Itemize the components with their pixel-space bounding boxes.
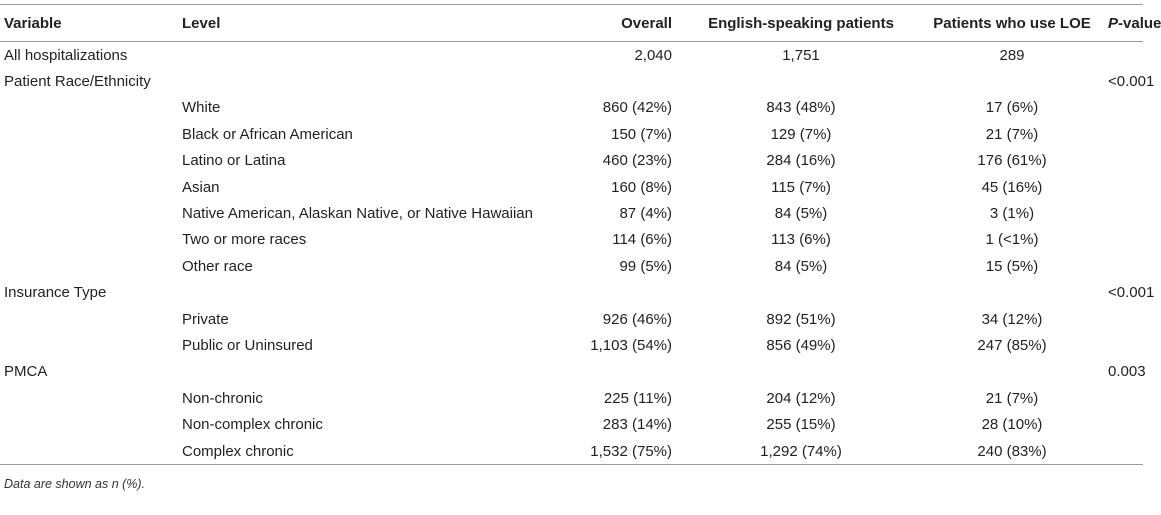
cell-loe: 247 (85%) [977, 336, 1047, 354]
cell-loe: 15 (5%) [985, 257, 1039, 275]
table-row [0, 95, 1143, 121]
table-row [0, 253, 1143, 279]
cell-english-speaking: 84 (5%) [774, 205, 828, 223]
cell-p-value [1104, 227, 1143, 253]
cell-p-value [1104, 332, 1143, 358]
cell-english-speaking: 1,751 [782, 46, 820, 64]
cell-overall: 1,103 (54%) [590, 336, 672, 354]
cell-variable [0, 385, 178, 411]
cell-english-speaking: 113 (6%) [771, 231, 831, 249]
cell-english-speaking: 129 (7%) [770, 125, 832, 143]
cell-english-speaking [682, 68, 920, 94]
cell-level: Native American, Alaskan Native, or Native Hawaiian [182, 205, 533, 223]
cell-english-speaking: 204 (12%) [766, 389, 836, 407]
cell-p-value [1104, 385, 1143, 411]
cell-variable [0, 174, 178, 200]
cell-level: Public or Uninsured [182, 336, 313, 354]
header-p-suffix: -value [1118, 14, 1161, 32]
cell-variable [0, 253, 178, 279]
cell-english-speaking [682, 359, 920, 385]
cell-p-value [1104, 411, 1143, 437]
cell-variable [0, 95, 178, 121]
cell-variable: PMCA [4, 363, 48, 381]
cell-variable [0, 438, 178, 465]
table-row [0, 280, 1143, 306]
cell-overall: 99 (5%) [619, 257, 672, 275]
table-row [0, 332, 1143, 358]
cell-overall [556, 280, 682, 306]
cell-variable [0, 411, 178, 437]
cell-level: Latino or Latina [182, 152, 286, 170]
table-row [0, 306, 1143, 332]
cell-variable [0, 227, 178, 253]
table-row [0, 200, 1143, 226]
table-row [0, 68, 1143, 94]
cell-overall: 926 (46%) [602, 310, 672, 328]
table-row [0, 227, 1143, 253]
demographics-table [0, 4, 1161, 465]
cell-level: Non-chronic [182, 389, 263, 407]
cell-level [178, 42, 556, 69]
table-row [0, 438, 1143, 465]
cell-overall: 460 (23%) [602, 152, 672, 170]
cell-p-value: 0.003 [1108, 363, 1146, 381]
cell-overall: 283 (14%) [602, 416, 672, 434]
cell-level: Two or more races [182, 231, 307, 249]
cell-loe: 17 (6%) [985, 99, 1039, 117]
header-overall: Overall [556, 5, 682, 42]
cell-overall: 1,532 (75%) [556, 438, 682, 465]
cell-p-value [1104, 306, 1143, 332]
header-p-value [1104, 5, 1161, 42]
cell-overall: 150 (7%) [611, 125, 672, 143]
cell-loe: 21 (7%) [985, 389, 1039, 407]
cell-level: Asian [182, 178, 220, 196]
cell-level: Black or African American [182, 125, 353, 143]
cell-p-value: <0.001 [1108, 73, 1155, 91]
cell-variable: All hospitalizations [4, 46, 128, 64]
cell-p-value [1104, 253, 1143, 279]
cell-p-value [1104, 148, 1143, 174]
cell-level [178, 68, 556, 94]
cell-loe: 3 (1%) [989, 205, 1035, 223]
cell-overall: 2,040 [634, 46, 672, 64]
table-row [0, 385, 1143, 411]
header-level: Level [178, 5, 556, 42]
cell-loe [920, 280, 1104, 306]
cell-overall: 160 (8%) [611, 178, 672, 196]
cell-p-value [1104, 42, 1143, 69]
cell-overall: 225 (11%) [603, 389, 672, 407]
cell-level: Other race [182, 257, 253, 275]
cell-level [178, 359, 556, 385]
cell-loe: 176 (61%) [977, 152, 1047, 170]
cell-loe: 45 (16%) [981, 178, 1043, 196]
cell-english-speaking: 84 (5%) [774, 257, 828, 275]
cell-overall [556, 68, 682, 94]
table-row [0, 174, 1143, 200]
cell-english-speaking [682, 280, 920, 306]
cell-loe [920, 359, 1104, 385]
cell-english-speaking: 255 (15%) [766, 416, 836, 434]
table-row [0, 359, 1143, 385]
cell-english-speaking: 115 (7%) [771, 178, 831, 196]
header-p-italic: P [1108, 14, 1119, 32]
cell-english-speaking: 892 (51%) [766, 310, 836, 328]
cell-p-value [1104, 121, 1143, 147]
table-row [0, 42, 1143, 69]
cell-english-speaking: 284 (16%) [766, 152, 836, 170]
cell-level: Non-complex chronic [182, 416, 323, 434]
cell-p-value [1104, 95, 1143, 121]
cell-loe: 289 [999, 46, 1025, 64]
table-row [0, 148, 1143, 174]
cell-variable [0, 332, 178, 358]
cell-overall [556, 359, 682, 385]
table-row [0, 121, 1143, 147]
cell-variable: Insurance Type [4, 284, 107, 302]
cell-variable: Patient Race/Ethnicity [4, 73, 151, 91]
cell-overall: 860 (42%) [602, 99, 672, 117]
table-footnote: Data are shown as n (%). [4, 477, 146, 492]
cell-loe [920, 68, 1104, 94]
cell-overall: 114 (6%) [612, 231, 672, 249]
cell-variable [0, 148, 178, 174]
header-variable: Variable [0, 5, 178, 42]
cell-level: Private [182, 310, 229, 328]
cell-english-speaking: 1,292 (74%) [682, 438, 920, 465]
cell-p-value [1104, 438, 1143, 465]
cell-level: White [182, 99, 221, 117]
header-row [0, 5, 1143, 42]
cell-english-speaking: 856 (49%) [766, 336, 836, 354]
cell-overall: 87 (4%) [619, 205, 672, 223]
cell-loe: 34 (12%) [981, 310, 1043, 328]
cell-variable [0, 200, 178, 226]
cell-loe: 240 (83%) [920, 438, 1104, 465]
cell-level [178, 280, 556, 306]
cell-level: Complex chronic [178, 438, 556, 465]
cell-english-speaking: 843 (48%) [766, 99, 836, 117]
header-loe: Patients who use LOE [920, 5, 1104, 42]
cell-loe: 1 (<1%) [985, 231, 1039, 249]
cell-variable [0, 306, 178, 332]
cell-p-value [1104, 200, 1143, 226]
table-row [0, 411, 1143, 437]
cell-variable [0, 121, 178, 147]
cell-p-value: <0.001 [1108, 284, 1155, 302]
cell-p-value [1104, 174, 1143, 200]
header-english-speaking: English-speaking patients [682, 5, 920, 42]
cell-loe: 28 (10%) [981, 416, 1043, 434]
table-body [0, 42, 1155, 465]
cell-loe: 21 (7%) [985, 125, 1039, 143]
